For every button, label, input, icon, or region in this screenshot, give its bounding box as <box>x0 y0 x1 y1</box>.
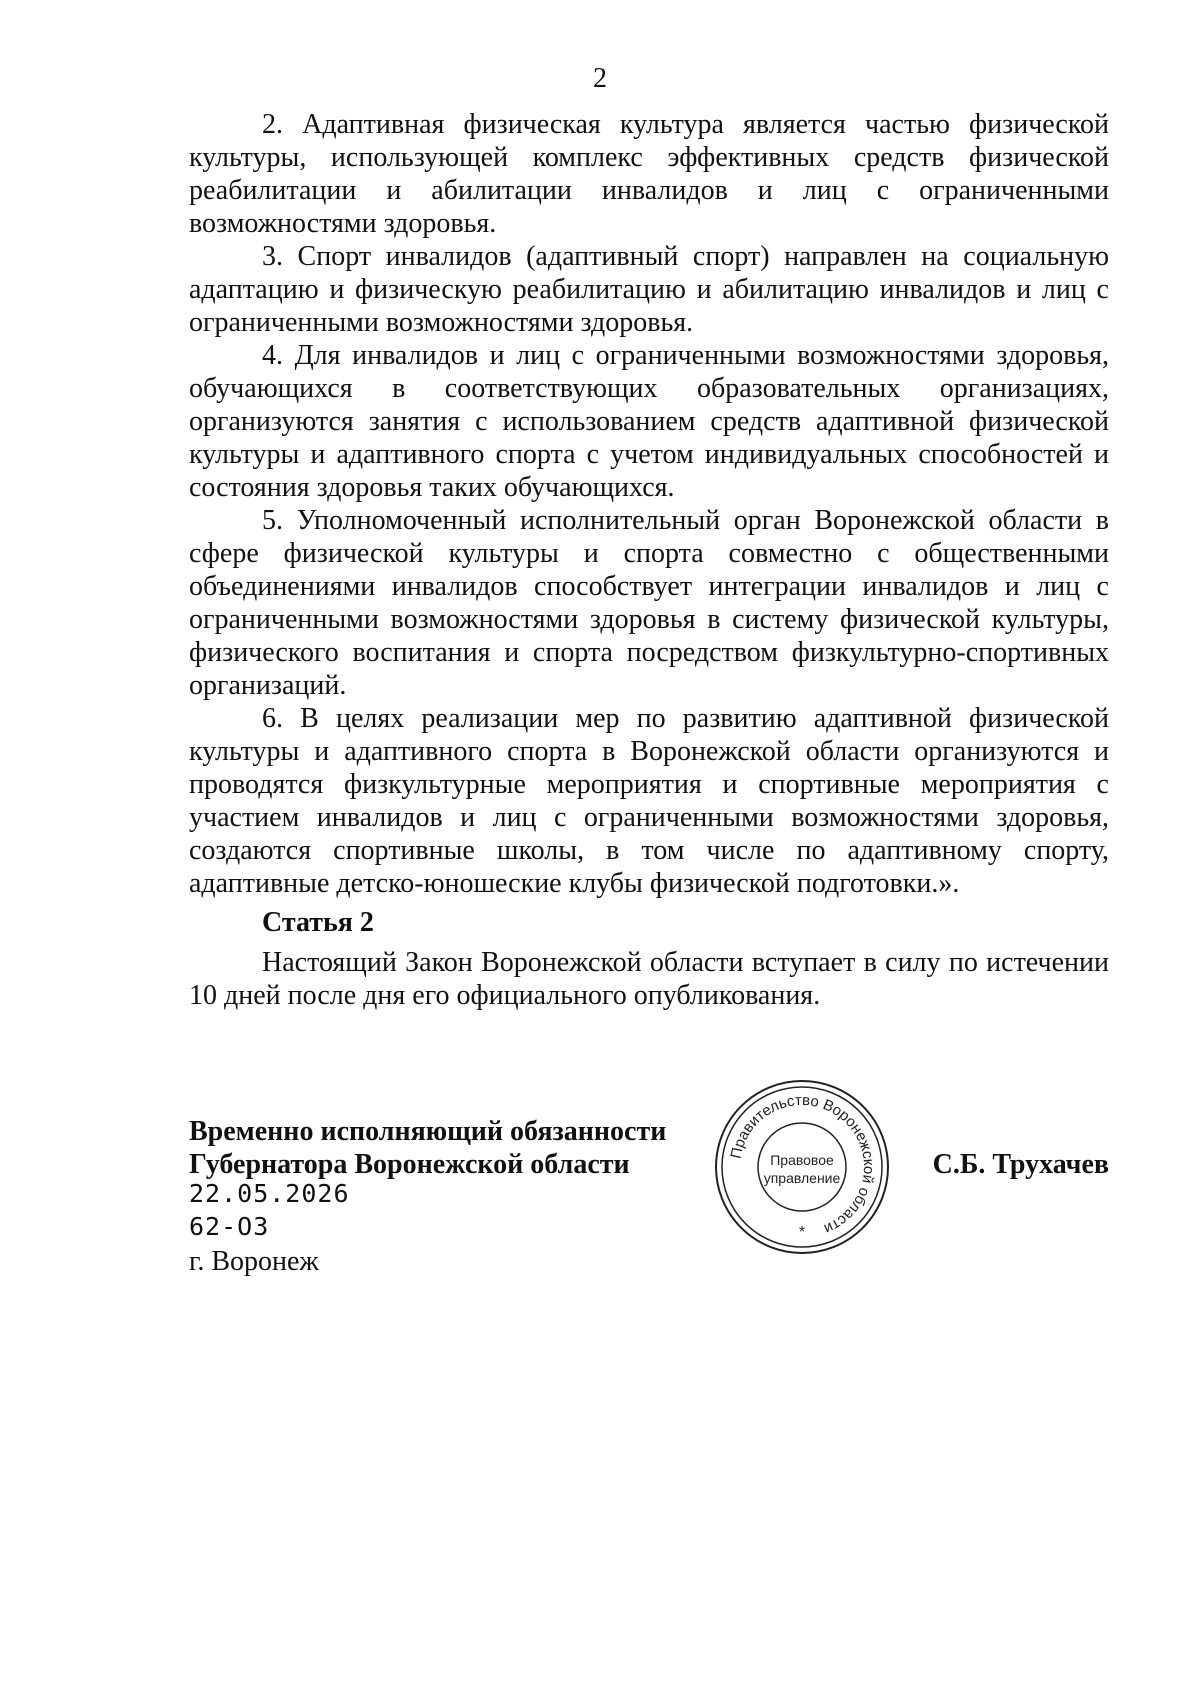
paragraph-3: 3. Спорт инвалидов (адаптивный спорт) направлен на социальную адаптацию и физическую реабилитацию и абилитацию инвалидов и лиц с ограниченными возможностями здоровья. <box>189 241 1109 338</box>
stamp-center-line-2: управление <box>763 1170 841 1186</box>
paragraph-6: 6. В целях реализации мер по развитию адаптивной физической культуры и адаптивного спорта в Воронежской области организуются и проводятся физкультурные мероприятия и спортивные мероприятия с участием инвалидов и лиц с ограниченными возможностями здоровья, создаются спортивные школы, в том числе по адаптивному спорту, адаптивные детско-юношеские клубы физической подготовки.». <box>189 703 1109 899</box>
signatory-position-line-1: Временно исполняющий обязанности <box>189 1116 667 1147</box>
stamp-seal-graphic <box>712 1077 892 1257</box>
signatory-position-line-2: Губернатора Воронежской области <box>189 1149 630 1180</box>
document-date: 22.05.2026 <box>189 1179 350 1208</box>
document-city: г. Воронеж <box>189 1246 319 1277</box>
official-stamp <box>712 1077 892 1257</box>
article-text: Настоящий Закон Воронежской области вступает в силу по истечении 10 дней после дня его официального опубликования. <box>189 947 1109 1011</box>
stamp-center-line-1: Правовое <box>770 1152 834 1168</box>
signatory-position <box>189 1115 666 1181</box>
stamp-star: * <box>798 1224 806 1241</box>
document-number: 62-ОЗ <box>189 1212 270 1241</box>
signatory-name: С.Б. Трухачев <box>932 1149 1109 1180</box>
paragraph-2: 2. Адаптивная физическая культура является частью физической культуры, использующей комплекс эффективных средств физической реабилитации и абилитации инвалидов и лиц с ограниченными возможностями здоровья. <box>189 109 1109 239</box>
article-heading: Статья 2 <box>262 907 374 938</box>
paragraph-4: 4. Для инвалидов и лиц с ограниченными возможностями здоровья, обучающихся в соответствующих образовательных организациях, организуются занятия с использованием средств адаптивной физической культуры и адаптивного спорта с учетом индивидуальных способностей и состояния здоровья таких обучающихся. <box>189 340 1109 503</box>
page-number: 2 <box>593 63 607 94</box>
paragraph-5: 5. Уполномоченный исполнительный орган Воронежской области в сфере физической культуры и спорта совместно с общественными объединениями инвалидов способствует интеграции инвалидов и лиц с ограниченными возможностями здоровья в систему физической культуры, физического воспитания и спорта посредством физкультурно-спортивных организаций. <box>189 505 1109 701</box>
law-text-body <box>189 108 1109 900</box>
stamp-ring-text: Правительство Воронежской области <box>727 1091 878 1238</box>
